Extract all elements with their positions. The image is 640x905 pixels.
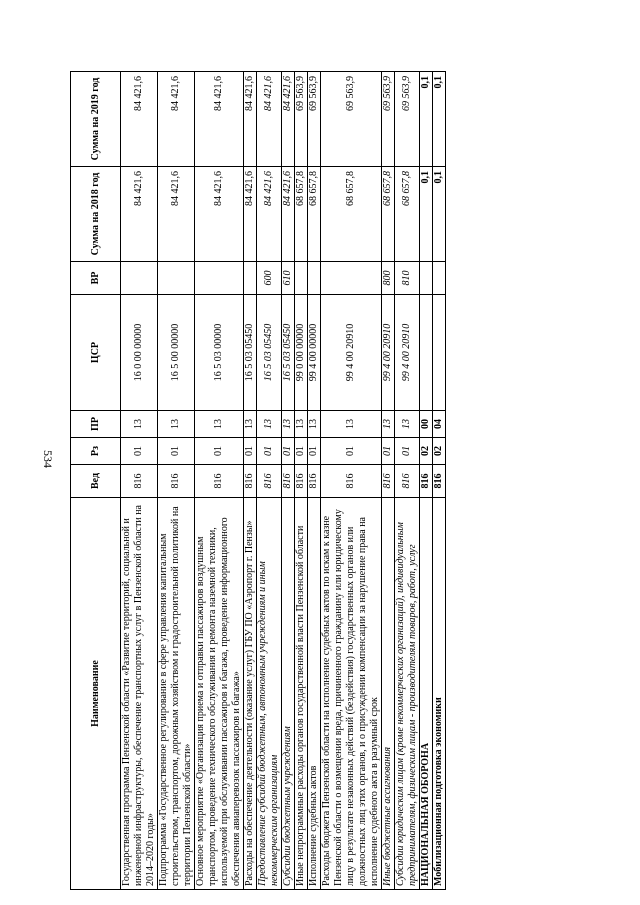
cell-vr (158, 262, 195, 295)
table-row (295, 72, 308, 890)
cell-sum2019: 84 421,6 (257, 72, 282, 167)
cell-rz: 01 (257, 438, 282, 465)
table-body (121, 72, 446, 890)
cell-csr: 16 5 03 05450 (282, 295, 295, 411)
cell-pr: 13 (295, 411, 308, 438)
cell-ved: 816 (433, 465, 446, 498)
cell-csr: 99 4 00 20910 (395, 295, 420, 411)
cell-ved: 816 (308, 465, 321, 498)
cell-vr: 610 (282, 262, 295, 295)
cell-pr: 13 (382, 411, 395, 438)
cell-sum2018: 84 421,6 (282, 167, 295, 262)
cell-vr (433, 262, 446, 295)
header-ved: Вед (71, 465, 121, 498)
cell-csr: 16 0 00 00000 (121, 295, 158, 411)
cell-ved: 816 (282, 465, 295, 498)
cell-csr: 16 5 00 00000 (158, 295, 195, 411)
cell-sum2019: 84 421,6 (195, 72, 244, 167)
cell-rz: 01 (244, 438, 257, 465)
cell-pr: 13 (308, 411, 321, 438)
cell-name: Основное мероприятие «Организация приема и отправки пассажиров воздушным транспортом, проведение технического обслуживания и ремонта наземной техники, используемой при обслуживании пассажиров и багажа, проведение информационного обеспечения авиаперевозок пассажиров и багажа» (195, 498, 244, 890)
cell-ved: 816 (295, 465, 308, 498)
cell-ved: 816 (382, 465, 395, 498)
cell-csr: 16 5 03 00000 (195, 295, 244, 411)
cell-vr (321, 262, 382, 295)
table-row (257, 72, 282, 890)
cell-vr (295, 262, 308, 295)
cell-vr (195, 262, 244, 295)
header-csr: ЦСР (71, 295, 121, 411)
cell-csr: 99 4 00 20910 (321, 295, 382, 411)
table-row (121, 72, 158, 890)
cell-name: Предоставление субсидий бюджетным, автономным учреждениям и иным некоммерческим организациям (257, 498, 282, 890)
cell-ved: 816 (395, 465, 420, 498)
cell-sum2018: 84 421,6 (121, 167, 158, 262)
cell-sum2018: 68 657,8 (295, 167, 308, 262)
cell-pr: 13 (282, 411, 295, 438)
cell-rz: 01 (121, 438, 158, 465)
table-row (282, 72, 295, 890)
cell-sum2019: 84 421,6 (244, 72, 257, 167)
table-row (195, 72, 244, 890)
cell-name: Субсидии юридическим лицам (кроме некоммерческих организаций), индивидуальным предпринимателям, физическим лицам - производителям товаров, работ, услуг (395, 498, 420, 890)
cell-vr (244, 262, 257, 295)
cell-rz: 02 (420, 438, 433, 465)
cell-sum2018: 84 421,6 (158, 167, 195, 262)
cell-name: Расходы на обеспечение деятельности (оказание услуг) ГБУ ПО «Аэропорт г. Пензы» (244, 498, 257, 890)
cell-ved: 816 (244, 465, 257, 498)
table-row (433, 72, 446, 890)
table-row (395, 72, 420, 890)
cell-csr: 99 4 00 00000 (308, 295, 321, 411)
cell-sum2019: 69 563,9 (395, 72, 420, 167)
rotated-page (70, 72, 598, 890)
cell-name: Расходы бюджета Пензенской области на исполнение судебных актов по искам к казне Пензенской области о возмещении вреда, причиненного гражданину или юридическому лицу в результате незаконных действий (бездействия) государственных органов или должностных лиц этих органов, и о присуждении компенсации за нарушение права на исполнение судебного акта в разумный срок (321, 498, 382, 890)
cell-sum2018: 68 657,8 (321, 167, 382, 262)
cell-sum2019: 69 563,9 (382, 72, 395, 167)
cell-pr: 13 (158, 411, 195, 438)
budget-table (70, 71, 446, 890)
cell-name: НАЦИОНАЛЬНАЯ ОБОРОНА (420, 498, 433, 890)
cell-sum2018: 68 657,8 (308, 167, 321, 262)
cell-csr: 16 5 03 05450 (257, 295, 282, 411)
cell-ved: 816 (257, 465, 282, 498)
cell-sum2019: 69 563,9 (308, 72, 321, 167)
page-number: 534 (41, 450, 55, 468)
cell-rz: 01 (308, 438, 321, 465)
cell-ved: 816 (158, 465, 195, 498)
cell-pr: 13 (195, 411, 244, 438)
cell-pr: 04 (433, 411, 446, 438)
cell-rz: 01 (295, 438, 308, 465)
table-row (158, 72, 195, 890)
cell-ved: 816 (195, 465, 244, 498)
cell-sum2019: 69 563,9 (321, 72, 382, 167)
cell-name: Исполнение судебных актов (308, 498, 321, 890)
cell-pr: 13 (244, 411, 257, 438)
header-sum-2019: Сумма на 2019 год (71, 72, 121, 167)
cell-name: Мобилизационная подготовка экономики (433, 498, 446, 890)
cell-csr (433, 295, 446, 411)
table-row (321, 72, 382, 890)
header-name: Наименование (71, 498, 121, 890)
cell-name: Государственная программа Пензенской области «Развитие территорий, социальной и инженерной инфраструктуры, обеспечение транспортных услуг в Пензенской области на 2014–2020 годы» (121, 498, 158, 890)
cell-sum2019: 0,1 (433, 72, 446, 167)
cell-vr: 800 (382, 262, 395, 295)
table-row (420, 72, 433, 890)
cell-sum2019: 84 421,6 (282, 72, 295, 167)
header-vr: ВР (71, 262, 121, 295)
cell-name: Субсидии бюджетным учреждениям (282, 498, 295, 890)
table-row (308, 72, 321, 890)
cell-vr: 810 (395, 262, 420, 295)
cell-name: Подпрограмма «Государственное регулирование в сфере управления капитальным строительством, транспортом, дорожным хозяйством и градостроительной политикой на территории Пензенской области» (158, 498, 195, 890)
cell-ved: 816 (420, 465, 433, 498)
cell-name: Иные непрограммные расходы органов государственной власти Пензенской области (295, 498, 308, 890)
cell-sum2019: 84 421,6 (158, 72, 195, 167)
cell-rz: 02 (433, 438, 446, 465)
cell-sum2019: 84 421,6 (121, 72, 158, 167)
cell-pr: 13 (121, 411, 158, 438)
cell-sum2018: 68 657,8 (382, 167, 395, 262)
cell-sum2019: 0,1 (420, 72, 433, 167)
cell-csr: 99 4 00 20910 (382, 295, 395, 411)
cell-sum2018: 84 421,6 (257, 167, 282, 262)
cell-name: Иные бюджетные ассигнования (382, 498, 395, 890)
cell-rz: 01 (158, 438, 195, 465)
cell-csr (420, 295, 433, 411)
table-row (244, 72, 257, 890)
cell-pr: 13 (321, 411, 382, 438)
cell-csr: 99 0 00 00000 (295, 295, 308, 411)
table-header-row (71, 72, 121, 890)
cell-sum2018: 84 421,6 (244, 167, 257, 262)
cell-rz: 01 (382, 438, 395, 465)
cell-sum2019: 69 563,9 (295, 72, 308, 167)
cell-vr (121, 262, 158, 295)
cell-rz: 01 (282, 438, 295, 465)
cell-sum2018: 84 421,6 (195, 167, 244, 262)
cell-pr: 13 (257, 411, 282, 438)
cell-ved: 816 (321, 465, 382, 498)
cell-rz: 01 (395, 438, 420, 465)
header-rz: Рз (71, 438, 121, 465)
cell-ved: 816 (121, 465, 158, 498)
header-sum-2018: Сумма на 2018 год (71, 167, 121, 262)
cell-vr (420, 262, 433, 295)
cell-vr: 600 (257, 262, 282, 295)
table-row (382, 72, 395, 890)
cell-vr (308, 262, 321, 295)
cell-rz: 01 (195, 438, 244, 465)
cell-sum2018: 68 657,8 (395, 167, 420, 262)
cell-sum2018: 0,1 (420, 167, 433, 262)
cell-csr: 16 5 03 05450 (244, 295, 257, 411)
cell-pr: 00 (420, 411, 433, 438)
header-pr: ПР (71, 411, 121, 438)
cell-sum2018: 0,1 (433, 167, 446, 262)
cell-rz: 01 (321, 438, 382, 465)
cell-pr: 13 (395, 411, 420, 438)
